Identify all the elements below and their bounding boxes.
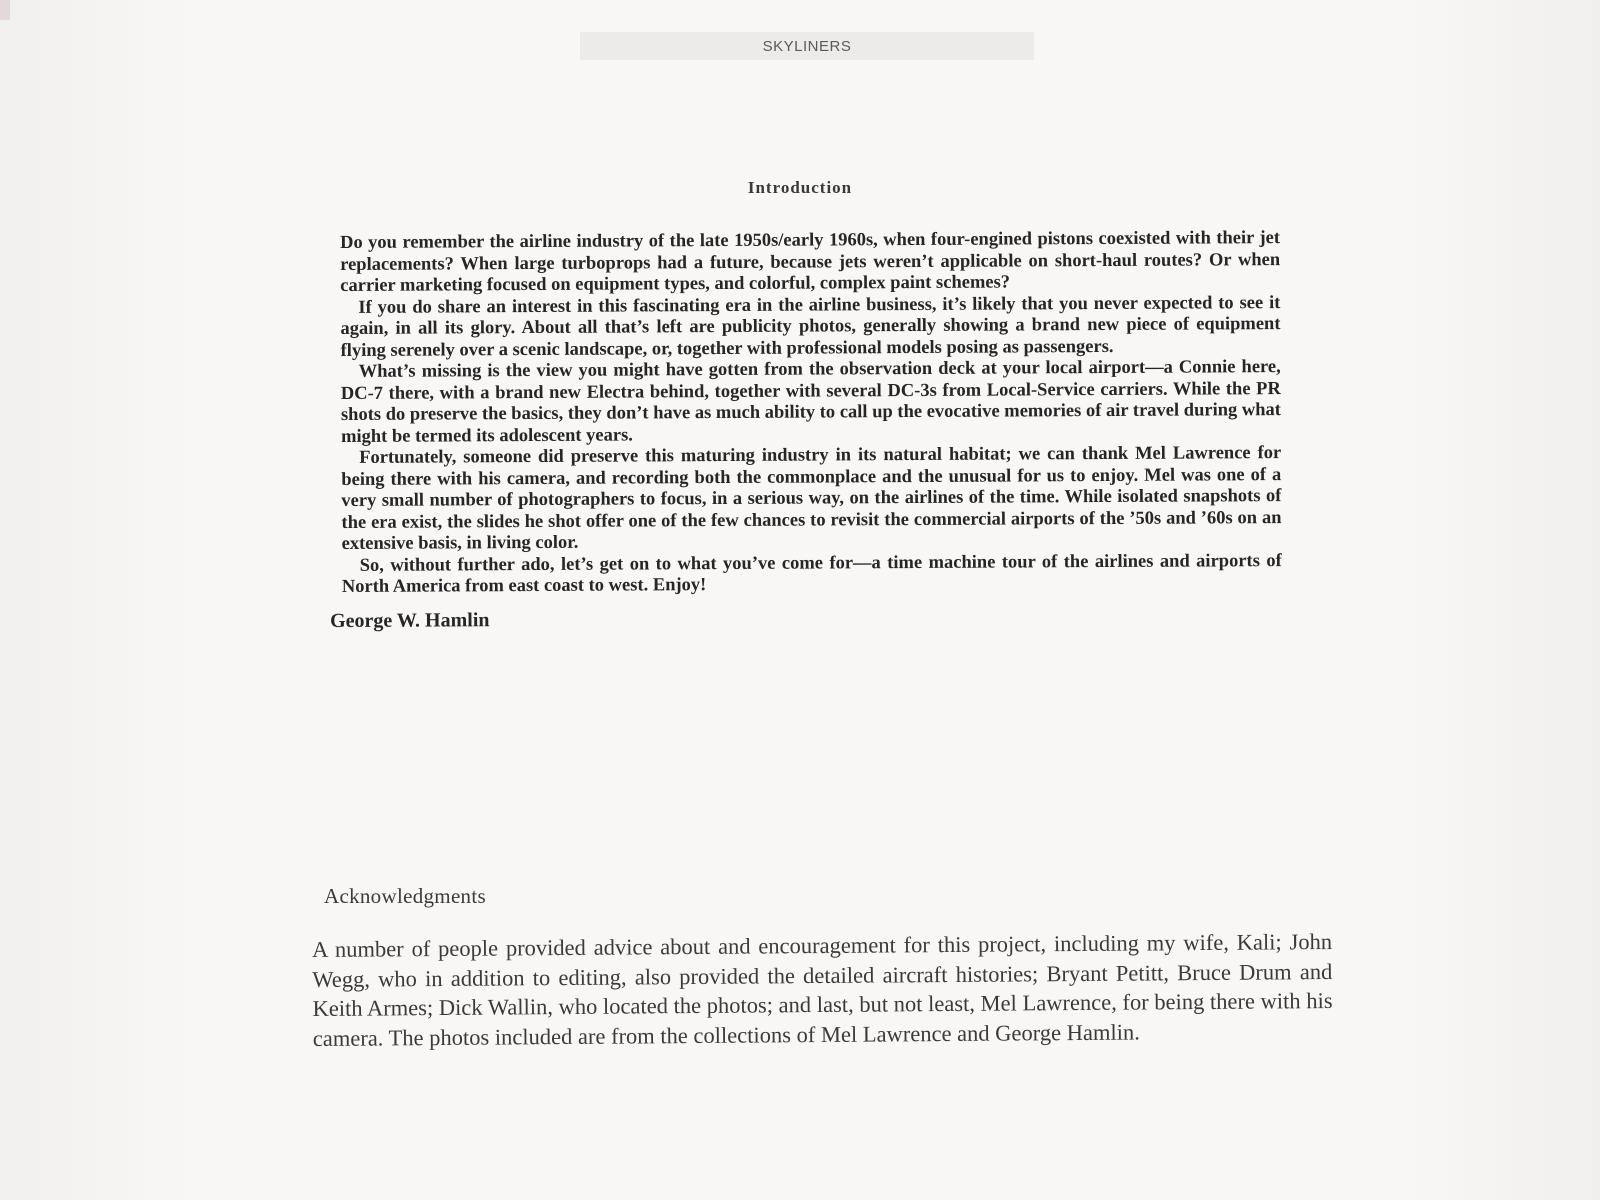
running-head: SKYLINERS [580,32,1034,60]
intro-paragraph-3: What’s missing is the view you might have gotten from the observation deck at your local airport—a Connie here, DC-7 there, with a brand new Electra behind, together with several DC-3s from Local-Service carriers. While the PR shots do preserve the basics, they don’t have as much ability to call up the evocative memories of air travel during what might be termed its adolescent years. [340,357,1281,447]
intro-paragraph-1: Do you remember the airline industry of the late 1950s/early 1960s, when four-engined pistons coexisted with their jet replacements? When large turboprops had a future, because jets weren’t applicable on short-haul routes? Or when carrier marketing focused on equipment types, and colorful, complex paint schemes? [340,228,1281,296]
author-signature: George W. Hamlin [329,608,490,632]
page-edge [0,0,10,20]
intro-paragraph-5: So, without further ado, let’s get on to what you’ve come for—a time machine tour of the airlines and airports of North America from east coast to west. Enjoy! [341,550,1282,597]
intro-paragraph-2: If you do share an interest in this fascinating era in the airline business, it’s likely that you never expected to see it again, in all its glory. About all that’s left are publicity photos, generally showing a brand new piece of equipment flying serenely over a scenic landscape, or, together with professional models posing as passengers. [340,292,1281,361]
acknowledgments-title: Acknowledgments [324,884,486,908]
introduction-title: Introduction [747,178,853,197]
introduction-body [329,228,1282,632]
acknowledgments-body [312,927,1333,1053]
intro-paragraph-4: Fortunately, someone did preserve this maturing industry in its natural habitat; we can thank Mel Lawrence for being there with his camera, and recording both the commonplace and the unusual for us to enjoy. Mel was one of a very small number of photographers to focus, in a serious way, on the airlines of the time. While isolated snapshots of the era exist, the slides he shot offer one of the few chances to revisit the commercial airports of the ’50s and ’60s on an extensive basis, in living color. [341,443,1282,554]
acknowledgments-paragraph: A number of people provided advice about and encouragement for this project, including my wife, Kali; John Wegg, who in addition to editing, also provided the detailed aircraft histories; Bryant Petitt, Bruce Drum and Keith Armes; Dick Wallin, who located the photos; and last, but not least, Mel Lawrence, for being there with his camera. The photos included are from the collections of Mel Lawrence and George Hamlin. [312,928,1333,1051]
